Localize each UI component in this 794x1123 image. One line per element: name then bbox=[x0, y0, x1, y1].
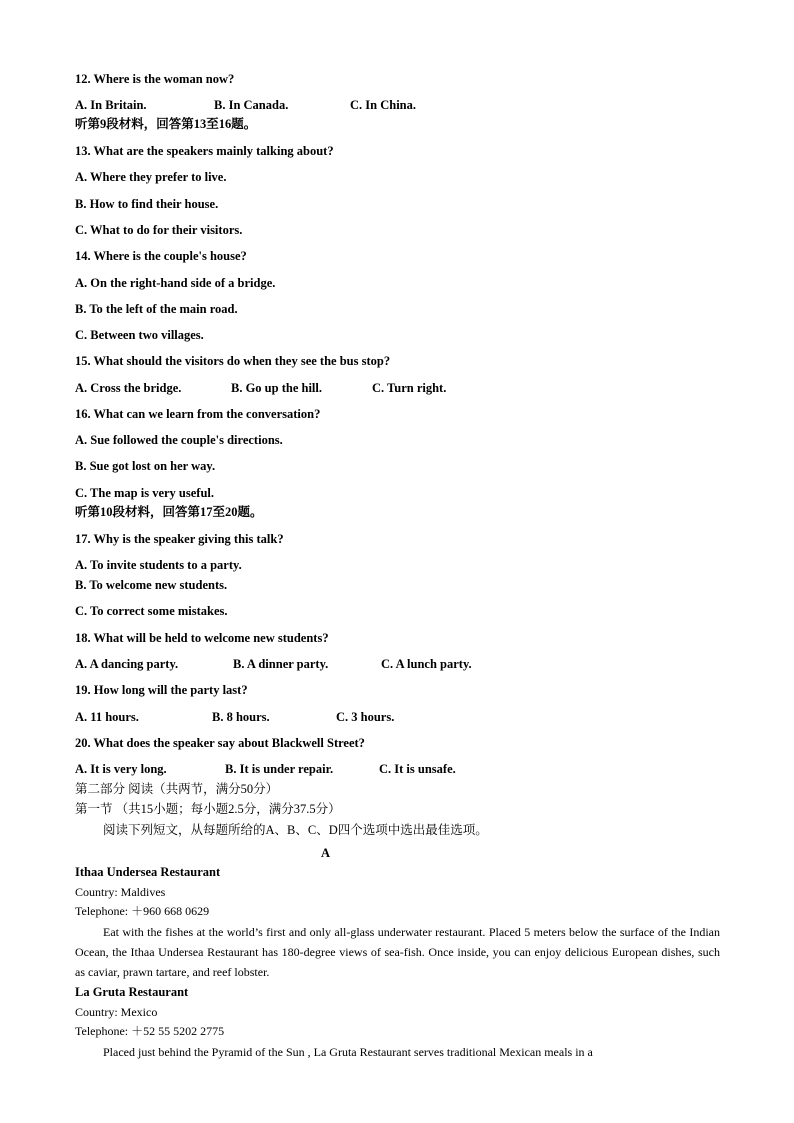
reading-part-header: 第二部分 阅读（共两节，满分50分） bbox=[75, 782, 279, 796]
option-15b: B. Go up the hill. bbox=[231, 381, 322, 395]
option-17b: B. To welcome new students. bbox=[75, 578, 228, 592]
option-12c: C. In China. bbox=[350, 98, 416, 112]
question-14: 14. Where is the couple's house? bbox=[75, 249, 247, 263]
passage-letter: A bbox=[321, 846, 331, 860]
restaurant-country: Country: Maldives bbox=[75, 885, 166, 899]
restaurant-description: Placed just behind the Pyramid of the Sun , La Gruta Restaurant serves traditional Mexican meals in a bbox=[103, 1045, 593, 1059]
option-19c: C. 3 hours. bbox=[336, 710, 395, 724]
option-15a: A. Cross the bridge. bbox=[75, 381, 182, 395]
option-18c: C. A lunch party. bbox=[381, 657, 472, 671]
question-13: 13. What are the speakers mainly talking about? bbox=[75, 144, 334, 158]
restaurant-name: Ithaa Undersea Restaurant bbox=[75, 865, 221, 879]
options-15 bbox=[75, 380, 446, 396]
reading-section-header: 第一节 （共15小题；每小题2.5分，满分37.5分） bbox=[75, 802, 341, 816]
question-12: 12. Where is the woman now? bbox=[75, 72, 235, 86]
option-20c: C. It is unsafe. bbox=[379, 762, 456, 776]
restaurant-country: Country: Mexico bbox=[75, 1005, 158, 1019]
option-13b: B. How to find their house. bbox=[75, 197, 219, 211]
options-19 bbox=[75, 709, 394, 725]
options-18 bbox=[75, 656, 472, 672]
section-10-header: 听第10段材料，回答第17至20题。 bbox=[75, 505, 263, 519]
section-9-header: 听第9段材料，回答第13至16题。 bbox=[75, 117, 257, 131]
option-13a: A. Where they prefer to live. bbox=[75, 170, 227, 184]
question-17: 17. Why is the speaker giving this talk? bbox=[75, 532, 284, 546]
option-15c: C. Turn right. bbox=[372, 381, 447, 395]
option-17a: A. To invite students to a party. bbox=[75, 558, 242, 572]
option-20b: B. It is under repair. bbox=[225, 762, 334, 776]
option-16a: A. Sue followed the couple's directions. bbox=[75, 433, 283, 447]
restaurant-telephone: Telephone: ＋960 668 0629 bbox=[75, 904, 210, 918]
options-20 bbox=[75, 761, 456, 777]
option-18b: B. A dinner party. bbox=[233, 657, 329, 671]
option-19a: A. 11 hours. bbox=[75, 710, 139, 724]
restaurant-description: Eat with the fishes at the world’s first and only all-glass underwater restaurant. Placed 5 meters below the surface of the Indian Ocean, the Ithaa Undersea Restaurant has 180-degree views of sea-fish. Once inside, you can enjoy delicious European dishes, such as caviar, prawn tartare, and reef lobster. bbox=[75, 925, 720, 979]
option-14b: B. To the left of the main road. bbox=[75, 302, 238, 316]
question-20: 20. What does the speaker say about Blackwell Street? bbox=[75, 736, 365, 750]
option-20a: A. It is very long. bbox=[75, 762, 167, 776]
option-16b: B. Sue got lost on her way. bbox=[75, 459, 216, 473]
restaurant-name: La Gruta Restaurant bbox=[75, 985, 189, 999]
options-12 bbox=[75, 97, 416, 113]
option-14a: A. On the right-hand side of a bridge. bbox=[75, 276, 276, 290]
option-16c: C. The map is very useful. bbox=[75, 486, 215, 500]
question-18: 18. What will be held to welcome new students? bbox=[75, 631, 329, 645]
option-19b: B. 8 hours. bbox=[212, 710, 270, 724]
reading-instruction: 阅读下列短文，从每题所给的A、B、C、D四个选项中选出最佳选项。 bbox=[103, 823, 488, 837]
option-14c: C. Between two villages. bbox=[75, 328, 204, 342]
restaurant-telephone: Telephone: ＋52 55 5202 2775 bbox=[75, 1024, 225, 1038]
option-13c: C. What to do for their visitors. bbox=[75, 223, 243, 237]
question-15: 15. What should the visitors do when they see the bus stop? bbox=[75, 354, 391, 368]
option-17c: C. To correct some mistakes. bbox=[75, 604, 228, 618]
question-19: 19. How long will the party last? bbox=[75, 683, 248, 697]
option-12a: A. In Britain. bbox=[75, 98, 147, 112]
option-18a: A. A dancing party. bbox=[75, 657, 179, 671]
question-16: 16. What can we learn from the conversation? bbox=[75, 407, 321, 421]
option-12b: B. In Canada. bbox=[214, 98, 289, 112]
